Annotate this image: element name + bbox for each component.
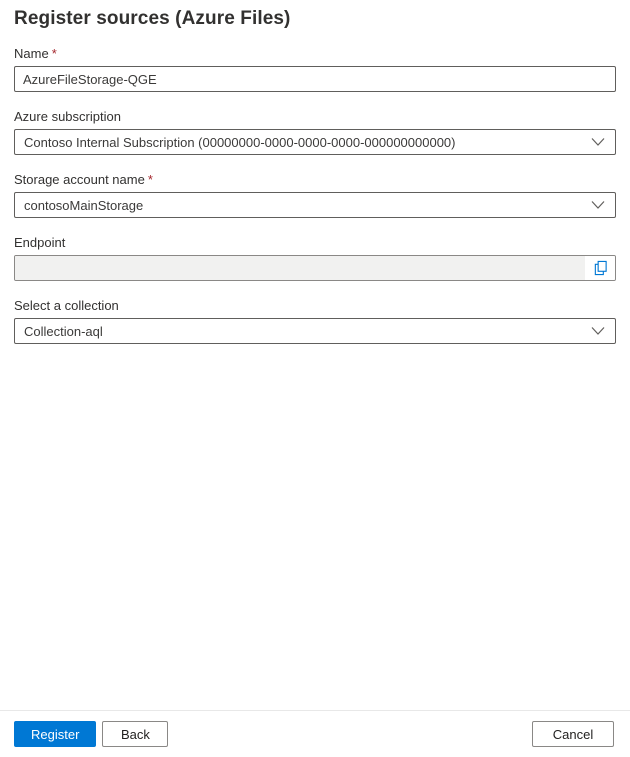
subscription-dropdown[interactable] bbox=[14, 129, 616, 155]
endpoint-field bbox=[14, 255, 616, 281]
register-button[interactable]: Register bbox=[14, 721, 96, 747]
required-asterisk: * bbox=[51, 46, 57, 61]
footer-button-bar bbox=[0, 710, 630, 757]
storage-account-label: Storage account name * bbox=[14, 172, 153, 187]
collection-selected-value: Collection-aql bbox=[24, 323, 103, 339]
name-input[interactable] bbox=[14, 66, 616, 92]
name-field-group bbox=[14, 46, 616, 92]
storage-account-dropdown[interactable] bbox=[14, 192, 616, 218]
endpoint-label: Endpoint bbox=[14, 235, 66, 250]
copy-button[interactable] bbox=[584, 256, 615, 280]
name-label: Name * bbox=[14, 46, 57, 61]
back-button[interactable]: Back bbox=[102, 721, 168, 747]
collection-dropdown[interactable] bbox=[14, 318, 616, 344]
endpoint-field-group bbox=[14, 235, 616, 281]
storage-account-field-group bbox=[14, 172, 616, 218]
chevron-down-icon bbox=[591, 327, 605, 336]
chevron-down-icon bbox=[591, 138, 605, 147]
collection-label: Select a collection bbox=[14, 298, 119, 313]
collection-field-group bbox=[14, 298, 616, 344]
copy-icon bbox=[593, 260, 608, 276]
cancel-button[interactable]: Cancel bbox=[532, 721, 614, 747]
subscription-selected-value: Contoso Internal Subscription (00000000-0000-0000-0000-000000000000) bbox=[24, 134, 456, 150]
subscription-label: Azure subscription bbox=[14, 109, 121, 124]
page-title: Register sources (Azure Files) bbox=[14, 8, 291, 29]
subscription-field-group bbox=[14, 109, 616, 155]
required-asterisk: * bbox=[147, 172, 153, 187]
chevron-down-icon bbox=[591, 201, 605, 210]
storage-account-selected-value: contosoMainStorage bbox=[24, 197, 144, 213]
endpoint-input bbox=[15, 256, 584, 280]
